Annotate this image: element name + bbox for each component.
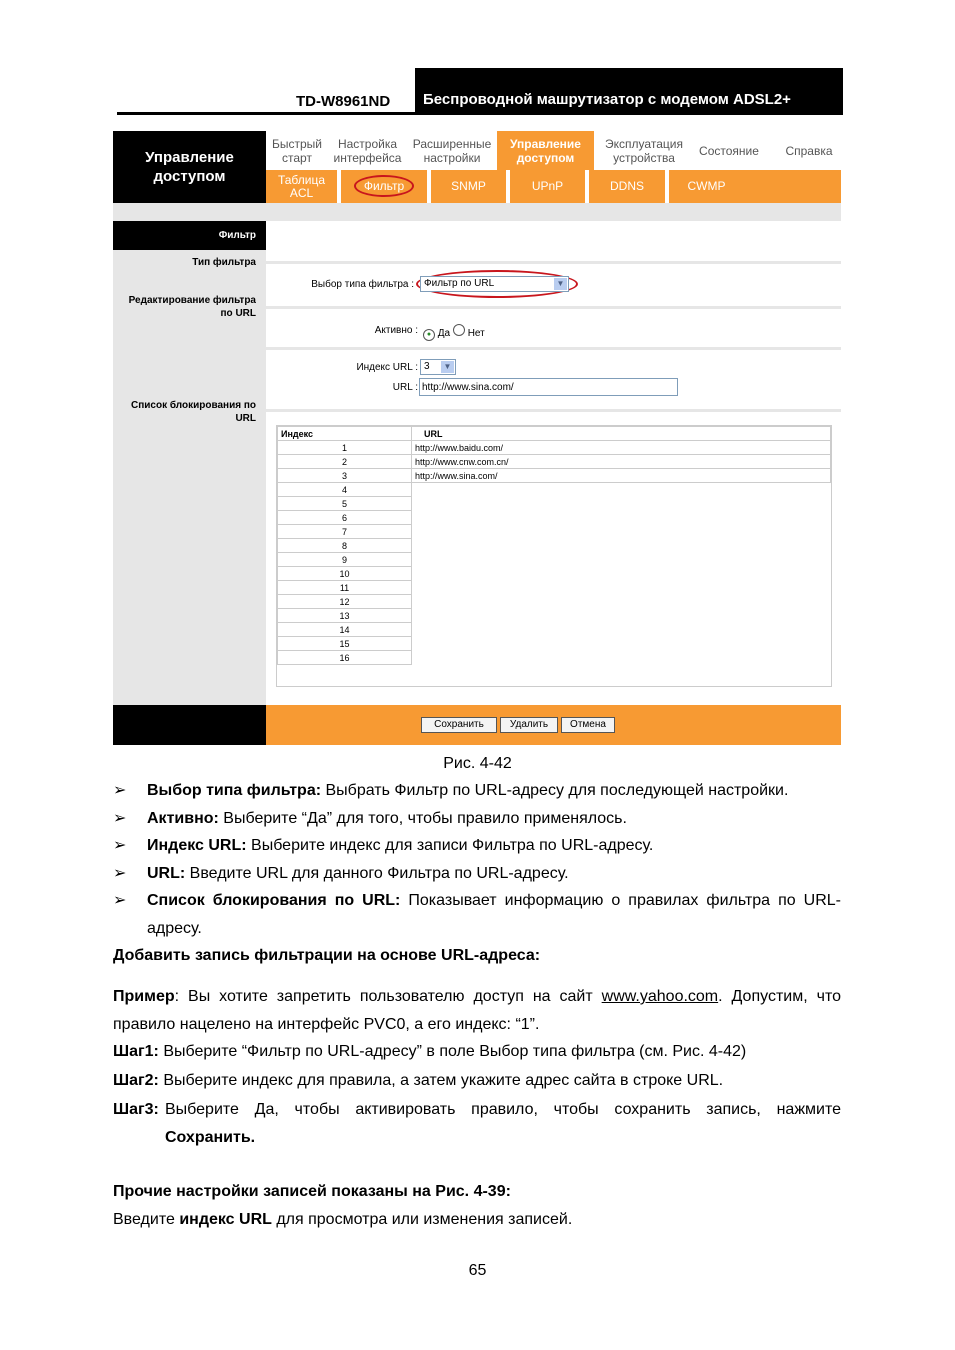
row-index: 16 — [278, 651, 412, 665]
url-label: URL : — [392, 382, 418, 393]
subtab-upnp[interactable]: UPnP — [510, 170, 589, 203]
bullet-item: ➢ Выбор типа фильтра: Выбрать Фильтр по URL-адресу для последующей настройки. — [113, 777, 841, 805]
tab-access-management[interactable]: Управление доступом — [497, 131, 594, 170]
arrow-bullet-icon: ➢ — [113, 892, 127, 909]
separator — [266, 347, 841, 350]
header-index: Индекс — [278, 427, 412, 441]
row-url — [412, 623, 831, 637]
row-url: http://www.cnw.com.cn/ — [412, 455, 831, 469]
row-url — [412, 525, 831, 539]
row-index: 9 — [278, 553, 412, 567]
table-row — [278, 595, 831, 609]
bullet-item: ➢ Активно: Выберите “Да” для того, чтобы правило применялось. — [113, 805, 841, 833]
label-filter-type: Тип фильтра — [192, 257, 256, 268]
arrow-bullet-icon: ➢ — [113, 782, 127, 799]
active-radio-group — [423, 324, 485, 341]
row-index: 1 — [278, 441, 412, 455]
row-index: 15 — [278, 637, 412, 651]
url-input[interactable] — [419, 378, 678, 396]
table-row — [278, 567, 831, 581]
row-url — [412, 567, 831, 581]
row-url — [412, 539, 831, 553]
tab-interface[interactable]: Настройка интерфейса — [333, 137, 402, 165]
header-url: URL — [412, 427, 831, 441]
active-label: Активно : — [374, 325, 418, 336]
table-row — [278, 469, 831, 483]
spacer — [113, 203, 841, 221]
subtab-filter-label: Фильтр — [354, 175, 414, 197]
tab-maintenance[interactable]: Эксплуатация устройства — [605, 137, 683, 165]
table-row — [278, 651, 831, 665]
table-row — [278, 637, 831, 651]
subtab-cwmp[interactable]: CWMP — [687, 179, 726, 193]
sidebar-header: Фильтр — [113, 221, 266, 250]
row-url: http://www.sina.com/ — [412, 469, 831, 483]
row-index: 13 — [278, 609, 412, 623]
table-row — [278, 581, 831, 595]
index-value: 3 — [424, 361, 430, 372]
filter-type-label: Выбор типа фильтра : — [311, 279, 414, 290]
row-index: 6 — [278, 511, 412, 525]
row-url — [412, 511, 831, 525]
index-label: Индекс URL : — [356, 362, 418, 373]
figure-caption: Рис. 4-42 — [443, 755, 512, 772]
tab-quick-start[interactable]: Быстрый старт — [272, 137, 322, 165]
subtab-ddns[interactable]: DDNS — [589, 170, 669, 203]
model-name: TD-W8961ND — [296, 93, 391, 110]
sub-tabs — [266, 170, 841, 203]
row-url — [412, 497, 831, 511]
step-1: Шаг1: Выберите “Фильтр по URL-адресу” в поле Выбор типа фильтра (см. Рис. 4-42) — [113, 1043, 747, 1060]
row-url — [412, 609, 831, 623]
section-title: Управление доступом — [113, 131, 266, 203]
table-row — [278, 553, 831, 567]
row-index: 8 — [278, 539, 412, 553]
radio-no-label: Нет — [467, 328, 485, 339]
chevron-down-icon: ▼ — [554, 278, 567, 290]
table-row — [278, 497, 831, 511]
heading-add-entry: Добавить запись фильтрации на основе URL-адреса: — [113, 947, 541, 964]
arrow-bullet-icon: ➢ — [113, 865, 127, 882]
save-button[interactable]: Сохранить — [421, 717, 497, 733]
filter-type-value: Фильтр по URL — [424, 278, 495, 289]
bullet-item: ➢ Список блокирования по URL: Показывает информацию о правилах фильтра по URL-адресу. — [113, 887, 841, 943]
label-block-list: Список блокирования по URL — [130, 400, 256, 424]
row-url — [412, 483, 831, 497]
arrow-bullet-icon: ➢ — [113, 837, 127, 854]
table-row — [278, 539, 831, 553]
radio-yes-label: Да — [437, 328, 451, 339]
step-2: Шаг2: Выберите индекс для правила, а затем укажите адрес сайта в строке URL. — [113, 1072, 724, 1089]
main-tabs — [266, 131, 841, 170]
row-index: 11 — [278, 581, 412, 595]
tab-help[interactable]: Справка — [785, 144, 833, 158]
bullet-item: ➢ Индекс URL: Выберите индекс для записи Фильтра по URL-адресу. — [113, 832, 841, 860]
bullet-item: ➢ URL: Введите URL для данного Фильтра по URL-адресу. — [113, 860, 841, 888]
cancel-button[interactable]: Отмена — [561, 717, 615, 733]
block-list-table — [276, 425, 832, 687]
row-index: 5 — [278, 497, 412, 511]
step-3: Шаг3: Выберите Да, чтобы активировать правило, чтобы сохранить запись, нажмите Сохранить. — [113, 1101, 841, 1146]
table-row — [278, 623, 831, 637]
tab-advanced[interactable]: Расширенные настройки — [412, 137, 492, 165]
row-url — [412, 637, 831, 651]
subtab-filter[interactable] — [341, 170, 431, 203]
sidebar — [113, 221, 266, 705]
separator — [266, 306, 841, 309]
table-row — [278, 455, 831, 469]
page-number: 65 — [468, 1262, 487, 1279]
row-url — [412, 581, 831, 595]
filter-type-select[interactable] — [420, 276, 569, 292]
delete-button[interactable]: Удалить — [500, 717, 558, 733]
product-title: Беспроводной машрутизатор с модемом ADSL2+ — [423, 91, 791, 108]
heading-other: Прочие настройки записей показаны на Рис. 4-39: — [113, 1183, 511, 1200]
yahoo-link[interactable]: www.yahoo.com — [601, 988, 719, 1005]
table-row — [278, 483, 831, 497]
row-index: 10 — [278, 567, 412, 581]
title-bar — [415, 68, 843, 115]
row-index: 2 — [278, 455, 412, 469]
table-row — [278, 441, 831, 455]
subtab-snmp[interactable]: SNMP — [431, 170, 510, 203]
chevron-down-icon: ▼ — [441, 361, 454, 373]
row-index: 4 — [278, 483, 412, 497]
radio-no[interactable] — [453, 324, 465, 336]
index-select[interactable] — [420, 359, 456, 375]
tab-status[interactable]: Состояние — [699, 144, 759, 158]
separator — [266, 409, 841, 412]
row-url — [412, 651, 831, 665]
arrow-bullet-icon: ➢ — [113, 810, 127, 827]
row-index: 14 — [278, 623, 412, 637]
row-url — [412, 553, 831, 567]
table-row — [278, 609, 831, 623]
divider — [117, 112, 415, 115]
label-edit-url-filter: Редактирование фильтра по URL — [128, 295, 256, 319]
row-index: 12 — [278, 595, 412, 609]
row-index: 3 — [278, 469, 412, 483]
example-paragraph: Пример: Вы хотите запретить пользователю доступ на сайт www.yahoo.com. Допустим, что правило нацелено на интерфейс PVC0, а его индекс: “1”. — [113, 988, 841, 1033]
radio-yes[interactable]: ● — [423, 329, 435, 341]
separator — [266, 261, 841, 264]
table-row — [278, 511, 831, 525]
last-paragraph: Введите индекс URL для просмотра или изменения записей. — [113, 1211, 573, 1228]
row-index: 7 — [278, 525, 412, 539]
row-url: http://www.baidu.com/ — [412, 441, 831, 455]
row-url — [412, 595, 831, 609]
table-row — [278, 525, 831, 539]
subtab-acl[interactable]: Таблица ACL — [266, 170, 341, 203]
